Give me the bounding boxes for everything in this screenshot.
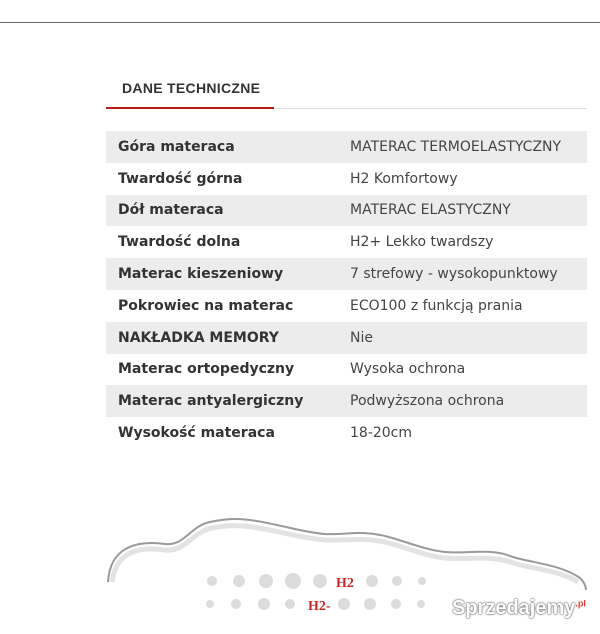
spec-label: Materac antyalergiczny (106, 385, 338, 417)
sprzedajemy-logo (452, 597, 586, 620)
zone-dot (233, 575, 245, 587)
spec-value: H2+ Lekko twardszy (350, 234, 494, 251)
zone-label-top: H2 (336, 576, 354, 591)
zone-dot (338, 598, 350, 610)
spec-label: Dół materaca (106, 195, 338, 227)
zone-dot (366, 575, 378, 587)
zone-dot (259, 574, 273, 588)
spec-value: Podwyższona ochrona (338, 385, 587, 417)
table-row (106, 385, 587, 417)
spec-label: NAKŁADKA MEMORY (106, 322, 338, 354)
zone-dot (391, 599, 401, 609)
table-row (106, 354, 587, 386)
zone-dot (258, 598, 270, 610)
logo-suffix: .pl (575, 598, 586, 609)
table-row (106, 226, 587, 258)
spec-value: 7 strefowy - wysokopunktowy (338, 258, 587, 290)
zone-dot (392, 576, 402, 586)
table-row (106, 163, 587, 195)
spec-value: 18-20cm (350, 425, 413, 442)
spec-value: H2 Komfortowy (350, 170, 458, 187)
zone-dot (231, 599, 241, 609)
spec-label: Wysokość materaca (118, 425, 275, 442)
zone-dot (285, 573, 301, 589)
specs-table (106, 131, 587, 449)
zone-dot (206, 600, 214, 608)
table-row (106, 131, 587, 163)
spec-label: Twardość górna (118, 170, 243, 187)
zone-dot (364, 598, 376, 610)
zone-dot (418, 577, 426, 585)
zone-dot (207, 576, 217, 586)
zone-dot (285, 599, 295, 609)
spec-label: Pokrowiec na materac (118, 297, 294, 314)
spec-value: ECO100 z funkcją prania (350, 297, 523, 314)
tab-active-underline (106, 107, 274, 109)
logo-text: Sprzedajemy (452, 597, 576, 619)
table-row (106, 417, 587, 449)
spec-label: Góra materaca (106, 131, 338, 163)
zone-dot (313, 574, 327, 588)
table-row (106, 290, 587, 322)
table-row (106, 258, 587, 290)
dots-row-top (207, 573, 426, 589)
zone-dot (417, 600, 425, 608)
spec-label: Twardość dolna (118, 234, 241, 251)
spec-label: Materac ortopedyczny (118, 361, 295, 378)
spec-value: Wysoka ochrona (350, 361, 466, 378)
tab-bar (106, 78, 587, 100)
table-row (106, 322, 587, 354)
spec-label: Materac kieszeniowy (106, 258, 338, 290)
zone-label-bottom: H2- (308, 599, 331, 614)
table-row (106, 195, 587, 227)
spec-value: MATERAC ELASTYCZNY (338, 195, 587, 227)
spec-value: MATERAC TERMOELASTYCZNY (338, 131, 587, 163)
tab-dane-techniczne[interactable]: DANE TECHNICZNE (122, 80, 261, 96)
spec-value: Nie (338, 322, 587, 354)
top-divider (0, 22, 600, 23)
